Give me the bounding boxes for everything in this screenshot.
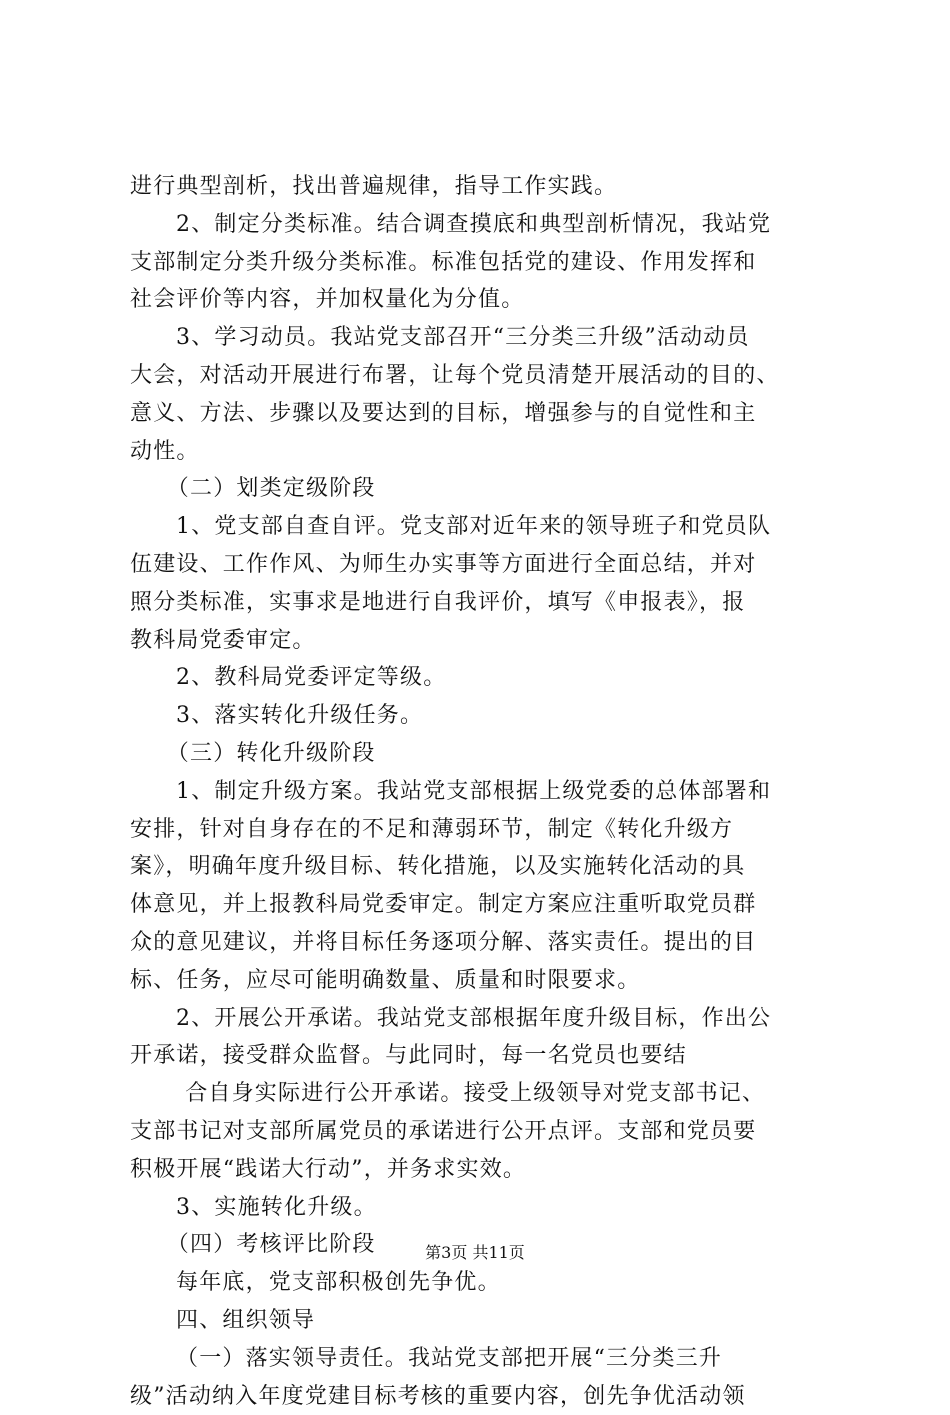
text-line: 积极开展“践诺大行动”，并务求实效。 <box>130 1151 830 1189</box>
text-line: 2、制定分类标准。结合调查摸底和典型剖析情况，我站党 <box>130 206 830 244</box>
text-line: 教科局党委审定。 <box>130 622 830 660</box>
text-line: 进行典型剖析，找出普遍规律，指导工作实践。 <box>130 168 830 206</box>
page-footer: 第3页 共11页 <box>0 1241 950 1265</box>
text-line: （一）落实领导责任。我站党支部把开展“三分类三升 <box>130 1340 830 1378</box>
text-line: 3、学习动员。我站党支部召开“三分类三升级”活动动员 <box>130 319 830 357</box>
text-line: 安排，针对自身存在的不足和薄弱环节，制定《转化升级方 <box>130 811 830 849</box>
text-line: （四）考核评比阶段 <box>130 1226 830 1264</box>
text-line: 1、党支部自查自评。党支部对近年来的领导班子和党员队 <box>130 508 830 546</box>
text-line: 3、实施转化升级。 <box>130 1189 830 1227</box>
text-line: 标、任务，应尽可能明确数量、质量和时限要求。 <box>130 962 830 1000</box>
text-line: 社会评价等内容，并加权量化为分值。 <box>130 281 830 319</box>
text-line: （三）转化升级阶段 <box>130 735 830 773</box>
text-line: 2、教科局党委评定等级。 <box>130 659 830 697</box>
text-line: 大会，对活动开展进行布署，让每个党员清楚开展活动的目的、 <box>130 357 830 395</box>
text-line: 每年底，党支部积极创先争优。 <box>130 1264 830 1302</box>
text-line: 合自身实际进行公开承诺。接受上级领导对党支部书记、 <box>130 1075 830 1113</box>
text-line: 体意见，并上报教科局党委审定。制定方案应注重听取党员群 <box>130 886 830 924</box>
text-line: 动性。 <box>130 433 830 471</box>
text-line: 意义、方法、步骤以及要达到的目标，增强参与的自觉性和主 <box>130 395 830 433</box>
text-line: （二）划类定级阶段 <box>130 470 830 508</box>
text-line: 众的意见建议，并将目标任务逐项分解、落实责任。提出的目 <box>130 924 830 962</box>
text-line: 级”活动纳入年度党建目标考核的重要内容，创先争优活动领 <box>130 1378 830 1415</box>
text-line: 照分类标准，实事求是地进行自我评价，填写《申报表》，报 <box>130 584 830 622</box>
text-line: 开承诺，接受群众监督。与此同时，每一名党员也要结 <box>130 1037 830 1075</box>
text-line: 四、组织领导 <box>130 1302 830 1340</box>
document-body <box>130 168 830 1415</box>
text-line: 支部制定分类升级分类标准。标准包括党的建设、作用发挥和 <box>130 244 830 282</box>
text-line: 3、落实转化升级任务。 <box>130 697 830 735</box>
text-line: 支部书记对支部所属党员的承诺进行公开点评。支部和党员要 <box>130 1113 830 1151</box>
text-line: 1、制定升级方案。我站党支部根据上级党委的总体部署和 <box>130 773 830 811</box>
text-line: 2、开展公开承诺。我站党支部根据年度升级目标，作出公 <box>130 1000 830 1038</box>
text-line: 伍建设、工作作风、为师生办实事等方面进行全面总结，并对 <box>130 546 830 584</box>
text-line: 案》，明确年度升级目标、转化措施，以及实施转化活动的具 <box>130 848 830 886</box>
